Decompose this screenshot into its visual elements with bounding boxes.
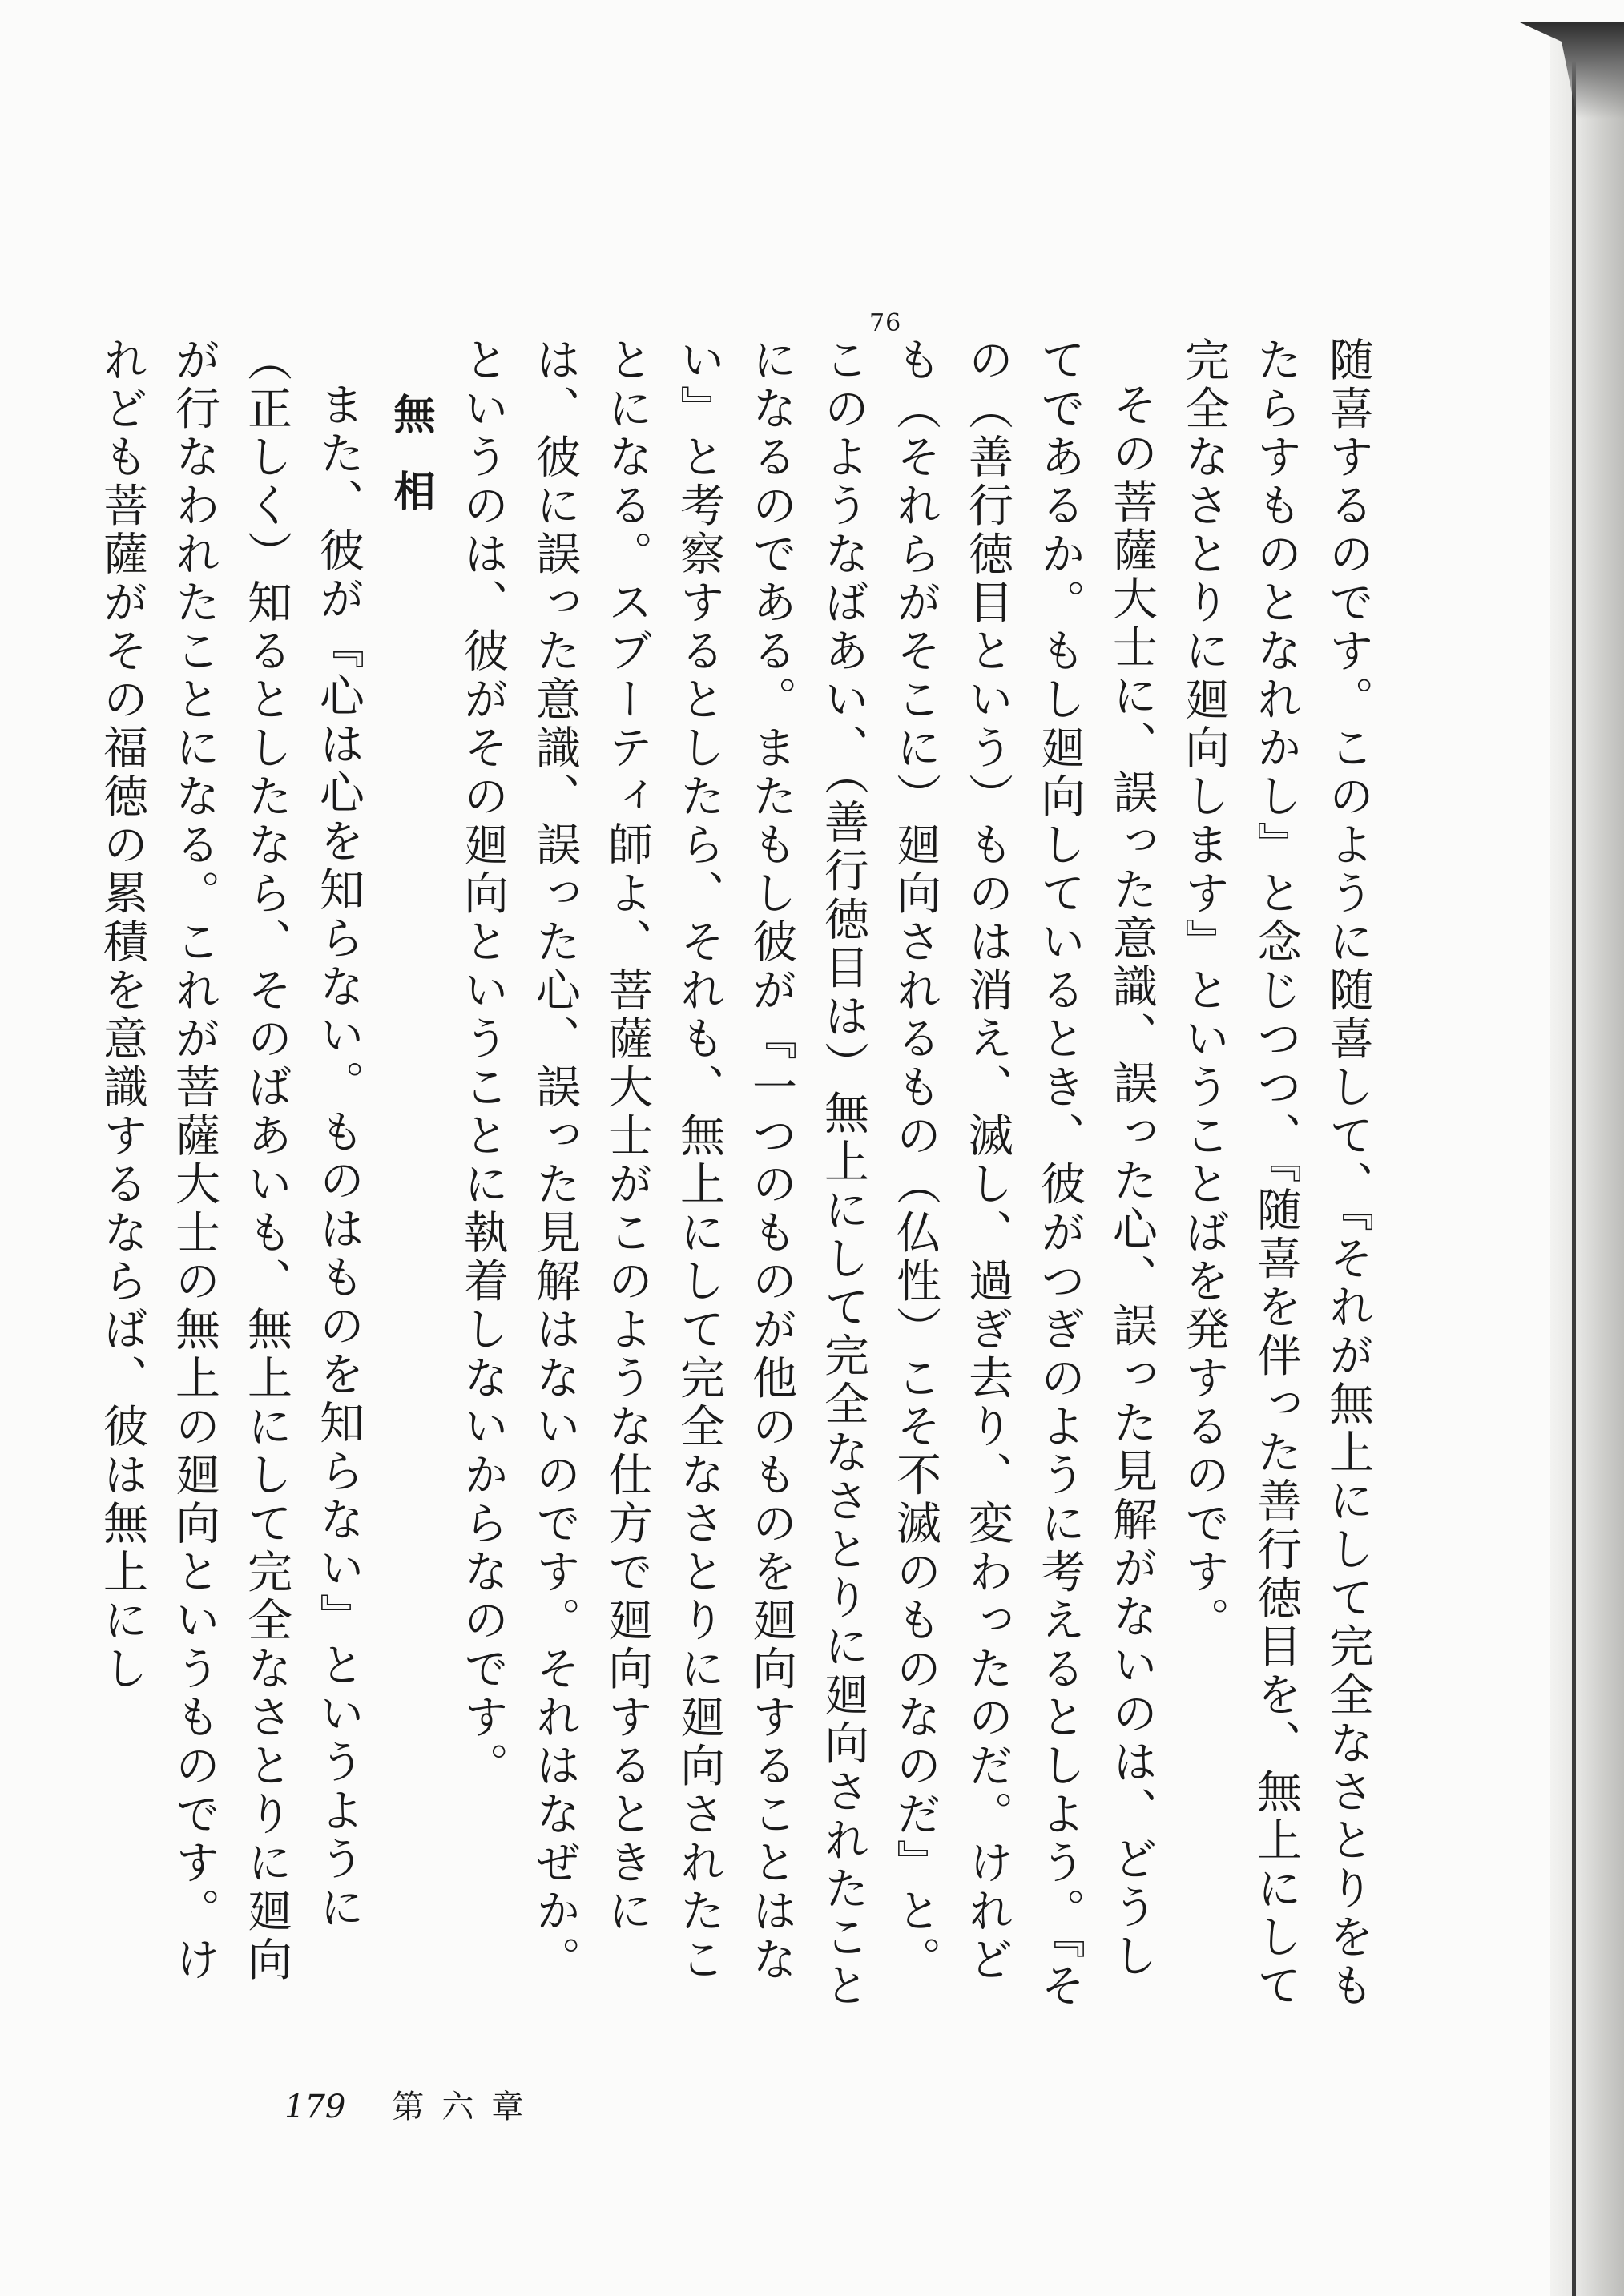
section-heading: 無相 (386, 393, 434, 546)
page-footer (284, 2081, 541, 2127)
top-page-number: 76 (869, 309, 902, 337)
paragraph-2: その菩薩大士に、誤った意識、誤った心、誤った見解がないのは、どうしてであるか。もし廻向しているとき、彼がつぎのように考えるとしよう。『その（善行徳目という）ものは消え、滅し、過ぎ去り、変わったのだ。けれども（それらがそこに）廻向されるもの（仏性）こそ不滅のものなのだ』と。このようなばあい、（善行徳目は）無上にして完全なさとりに廻向されたことになるのである。またもし彼が『一つのものが他のものを廻向することはない』と考察するとしたら、それも、無上にして完全なさとりに廻向されたことになる。スブーティ師よ、菩薩大士がこのような仕方で廻向するときには、彼に誤った意識、誤った心、誤った見解はないのです。それはなぜか。というのは、彼がその廻向ということに執着しないからなのです。 (457, 336, 1158, 2011)
scan-shadow-edge (1550, 24, 1624, 2296)
footer-chapter-title: 第六章 (392, 2089, 542, 2125)
scan-binding-line (1572, 24, 1576, 2296)
footer-page-number: 179 (284, 2089, 346, 2125)
vertical-body-text (86, 336, 1384, 2019)
paragraph-1: 随喜するのです。このように随喜して、『それが無上にして完全なさとりをもたらすものとなれかし』と念じつつ、『随喜を伴った善行徳目を、無上にして完全なさとりに廻向します』ということばを発するのです。 (1178, 336, 1374, 2011)
section-paragraph-1: また、彼が『心は心を知らない。ものはものを知らない』というように（正しく）知るとしたなら、そのばあいも、無上にして完全なさとりに廻向が行なわれたことになる。これが菩薩大士の無上の廻向というものです。けれども菩薩がその福徳の累積を意識するならば、彼は無上にし (96, 336, 365, 1984)
